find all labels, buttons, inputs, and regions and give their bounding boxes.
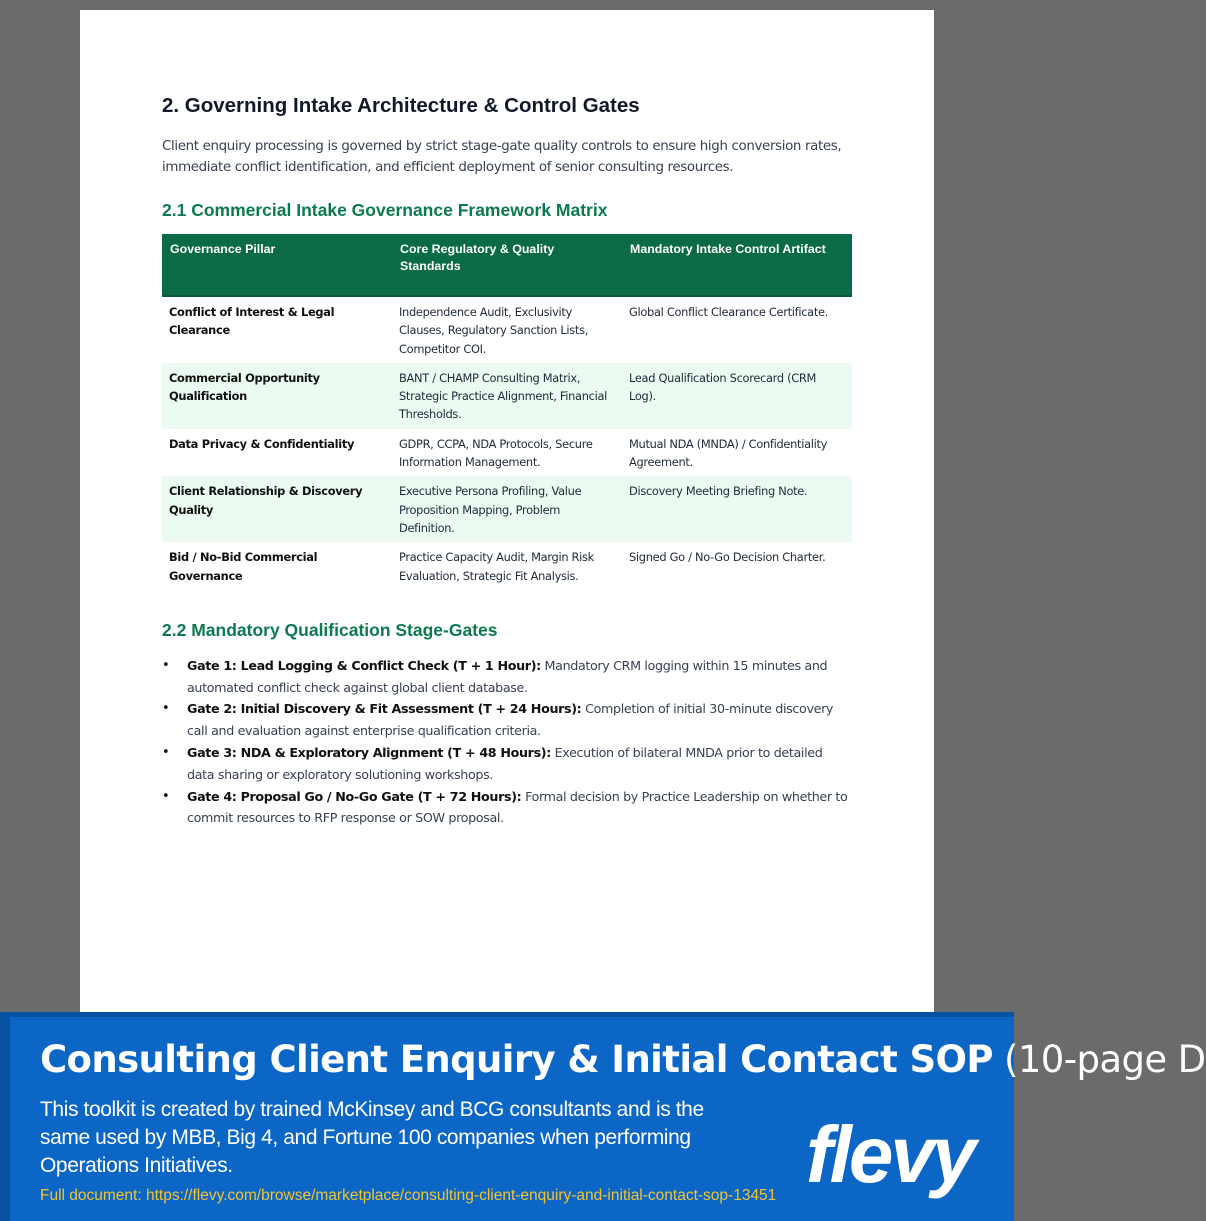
table-cell-pillar: Conflict of Interest & Legal Clearance [169, 305, 335, 338]
table-cell-pillar: Bid / No-Bid Commercial Governance [169, 550, 318, 583]
bullet-icon: • [162, 657, 170, 673]
gate-label: Gate 3: NDA & Exploratory Alignment (T + 48 Hours): [187, 745, 551, 761]
gate-text: Completion of initial 30-minute discovery call and evaluation against enterprise qualification criteria. [187, 701, 834, 739]
gates-title: 2.2 Mandatory Qualification Stage-Gates [162, 619, 498, 640]
table-cell-standards: Independence Audit, Exclusivity Clauses, Regulatory Sanction Lists, Competitor COI. [399, 305, 589, 356]
section-intro: Client enquiry processing is governed by strict stage-gate quality controls to ensure high conversion rates, immediate conflict identification, and efficient deployment of senior consulting resources. [162, 139, 842, 175]
page-content [162, 94, 852, 829]
table-header-cell: Mandatory Intake Control Artifact [622, 234, 852, 296]
full-document-link[interactable]: Full document: https://flevy.com/browse/marketplace/consulting-client-enquiry-and-initial-contact-sop-13451 [40, 1187, 777, 1204]
table-row [162, 296, 852, 363]
gate-label: Gate 2: Initial Discovery & Fit Assessment (T + 24 Hours): [187, 701, 582, 717]
table-row [162, 363, 852, 429]
table-header-cell: Governance Pillar [162, 234, 392, 296]
banner-title-bold: Consulting Client Enquiry & Initial Contact SOP [40, 1038, 993, 1081]
table-cell-artifact: Discovery Meeting Briefing Note. [622, 476, 852, 542]
table-cell-standards: BANT / CHAMP Consulting Matrix, Strategic Practice Alignment, Financial Thresholds. [392, 363, 622, 429]
document-page [80, 10, 934, 1012]
banner-top-border [0, 1012, 1014, 1017]
gate-label: Gate 4: Proposal Go / No-Go Gate (T + 72 Hours): [187, 788, 522, 804]
banner-description: This toolkit is created by trained McKinsey and BCG consultants and is the same used by MBB, Big 4, and Fortune 100 companies when performing Operations Initiatives. [40, 1098, 704, 1177]
list-item [162, 786, 852, 830]
gate-text: Mandatory CRM logging within 15 minutes and automated conflict check against global client database. [187, 657, 828, 695]
banner-left-edge [0, 1012, 10, 1221]
matrix-title: 2.1 Commercial Intake Governance Framework Matrix [162, 200, 608, 220]
governance-matrix-table [162, 234, 852, 590]
promo-banner [0, 1012, 1206, 1221]
flevy-logo: flevy [806, 1110, 974, 1199]
gate-text: Execution of bilateral MNDA prior to detailed data sharing or exploratory solutioning workshops. [187, 745, 823, 782]
gate-text: Formal decision by Practice Leadership on whether to commit resources to RFP response or SOW proposal. [187, 788, 848, 826]
table-cell-artifact: Mutual NDA (MNDA) / Confidentiality Agreement. [629, 436, 828, 470]
bullet-icon: • [162, 788, 170, 804]
table-cell-pillar: Commercial Opportunity Qualification [162, 363, 392, 429]
table-cell-pillar: Data Privacy & Confidentiality [169, 436, 355, 451]
table-cell-artifact: Signed Go / No-Go Decision Charter. [629, 550, 826, 565]
list-item [162, 655, 852, 699]
gates-list [162, 655, 852, 829]
list-item [162, 742, 852, 786]
table-cell-standards: Practice Capacity Audit, Margin Risk Evaluation, Strategic Fit Analysis. [399, 550, 594, 583]
table-cell-artifact: Global Conflict Clearance Certificate. [629, 305, 829, 319]
bullet-icon: • [162, 745, 170, 761]
table-header-row [162, 234, 852, 296]
banner-title-light: (10-page D [992, 1038, 1206, 1081]
gate-label: Gate 1: Lead Logging & Conflict Check (T + 1 Hour): [187, 657, 541, 673]
table-row [162, 476, 852, 542]
table-row [162, 429, 852, 477]
table-header-cell: Core Regulatory & Quality Standards [392, 234, 622, 296]
table-cell-standards: GDPR, CCPA, NDA Protocols, Secure Information Management. [399, 436, 593, 470]
table-cell-standards: Executive Persona Profiling, Value Proposition Mapping, Problem Definition. [392, 476, 622, 542]
table-cell-artifact: Lead Qualification Scorecard (CRM Log). [622, 363, 852, 429]
table-cell-pillar: Client Relationship & Discovery Quality [162, 476, 392, 542]
bullet-icon: • [162, 701, 170, 717]
table-row [162, 542, 852, 590]
banner-title [40, 1038, 1206, 1081]
list-item [162, 698, 852, 742]
section-title: 2. Governing Intake Architecture & Control Gates [162, 94, 640, 117]
